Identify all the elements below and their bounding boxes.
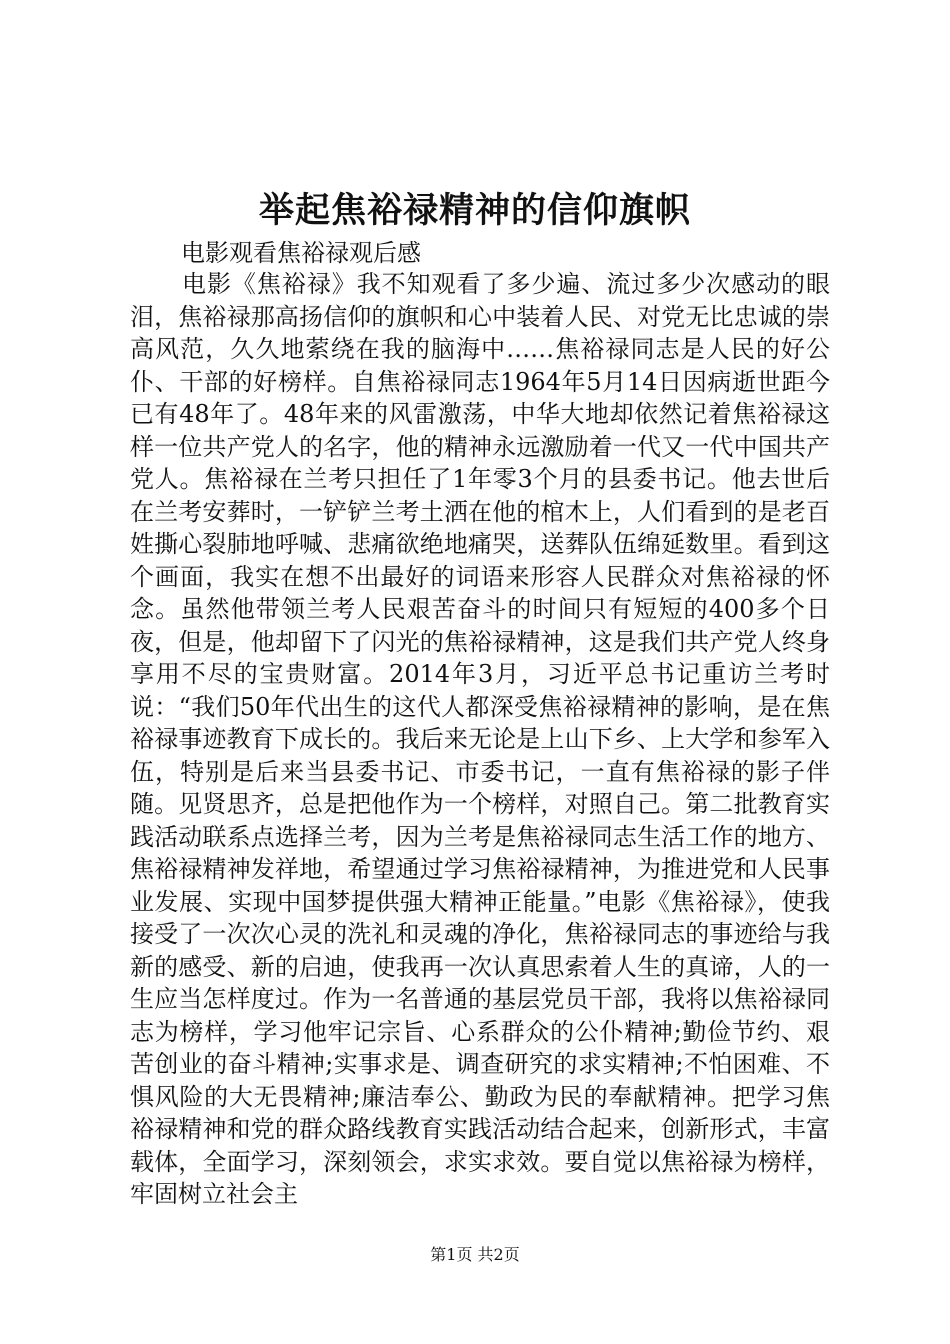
- page-footer: 第1页 共2页: [430, 1245, 520, 1264]
- document-subtitle: 电影观看焦裕禄观后感: [181, 239, 421, 267]
- document-body: 电影《焦裕禄》我不知观看了多少遍、流过多少次感动的眼泪，焦裕禄那高扬信仰的旗帜和心中装着人民、对党无比忠诚的崇高风范，久久地萦绕在我的脑海中……焦裕禄同志是人民的好公仆、干部的好榜样。自焦裕禄同志1964年5月14日因病逝世距今已有48年了。48年来的风雷激荡，中华大地却依然记着焦裕禄这样一位共产党人的名字，他的精神永远激励着一代又一代中国共产党人。焦裕禄在兰考只担任了1年零3个月的县委书记。他去世后在兰考安葬时，一铲铲兰考土洒在他的棺木上，人们看到的是老百姓撕心裂肺地呼喊、悲痛欲绝地痛哭，送葬队伍绵延数里。看到这个画面，我实在想不出最好的词语来形容人民群众对焦裕禄的怀念。虽然他带领兰考人民艰苦奋斗的时间只有短短的400多个日夜，但是，他却留下了闪光的焦裕禄精神，这是我们共产党人终身享用不尽的宝贵财富。2014年3月，习近平总书记重访兰考时说：“我们50年代出生的这代人都深受焦裕禄精神的影响，是在焦裕禄事迹教育下成长的。我后来无论是上山下乡、上大学和参军入伍，特别是后来当县委书记、市委书记，一直有焦裕禄的影子伴随。见贤思齐，总是把他作为一个榜样，对照自己。第二批教育实践活动联系点选择兰考，因为兰考是焦裕禄同志生活工作的地方、焦裕禄精神发祥地，希望通过学习焦裕禄精神，为推进党和人民事业发展、实现中国梦提供强大精神正能量。”电影《焦裕禄》，使我接受了一次次心灵的洗礼和灵魂的净化，焦裕禄同志的事迹给与我新的感受、新的启迪，使我再一次认真思索着人生的真谛，人的一生应当怎样度过。作为一名普通的基层党员干部，我将以焦裕禄同志为榜样，学习他牢记宗旨、心系群众的公仆精神;勤俭节约、艰苦创业的奋斗精神;实事求是、调查研究的求实精神;不怕困难、不惧风险的大无畏精神;廉洁奉公、勤政为民的奉献精神。把学习焦裕禄精神和党的群众路线教育实践活动结合起来，创新形式，丰富载体，全面学习，深刻领会，求实求效。要自觉以焦裕禄为榜样，牢固树立社会主: [130, 270, 830, 1208]
- document-title: 举起焦裕禄精神的信仰旗帜: [258, 190, 691, 231]
